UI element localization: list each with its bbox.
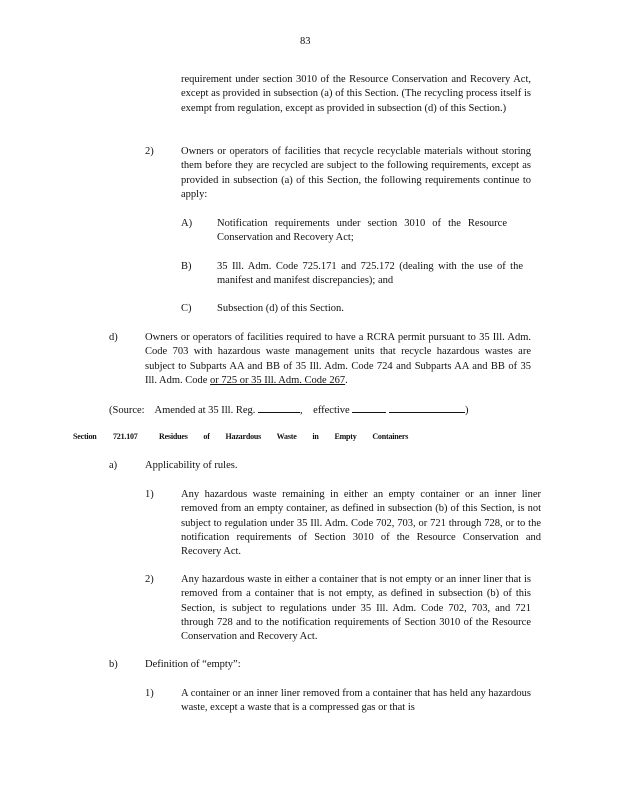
item-b1-label: 1) [145, 688, 154, 699]
item-2c-label: C) [181, 303, 192, 314]
item-a2-label: 2) [145, 574, 154, 585]
item-d-text-end: . [345, 374, 348, 386]
item-d-label: d) [109, 332, 118, 343]
item-a-title: Applicability of rules. [145, 460, 238, 471]
source-effective: effective [313, 405, 350, 416]
item-d-text-added: or 725 or 35 Ill. Adm. Code 267 [210, 374, 346, 386]
item-2b-text: 35 Ill. Adm. Code 725.171 and 725.172 (dealing with the use of the manifest and manifest discrepancies); and [217, 261, 523, 287]
source-note [109, 402, 468, 418]
register-volume-blank [258, 402, 300, 413]
section-title: Residues of Hazardous Waste in Empty Containers [159, 432, 409, 441]
paragraph-continuation: requirement under section 3010 of the Resource Conservation and Recovery Act, except as provided in subsection (a) of this Section. (The recycling process itself is exempt from regulation, except as provided in subsection (d) of this Section.) [181, 74, 531, 114]
page-number: 83 [300, 36, 311, 47]
item-2a-text: Notification requirements under section 3010 of the Resource Conservation and Recovery Act; [217, 218, 507, 244]
item-2a-label: A) [181, 218, 193, 229]
effective-date-blank-1 [352, 402, 386, 413]
item-a1-label: 1) [145, 489, 154, 500]
item-2-text: Owners or operators of facilities that recycle recyclable materials without storing them before they are recycled are subject to the following requirements, except as provided in subsection (a) of this Section, the following requirements continue to apply: [181, 146, 531, 200]
source-amended: Amended at 35 Ill. Reg. [154, 405, 256, 416]
source-comma: , [300, 405, 303, 416]
effective-date-blank-2 [389, 402, 465, 413]
item-2b-label: B) [181, 261, 192, 272]
source-prefix: (Source: [109, 405, 145, 416]
source-close: ) [464, 405, 469, 416]
item-b1-text: A container or an inner liner removed from a container that has held any hazardous waste, except a waste that is a compressed gas or that is [181, 688, 531, 714]
item-2-label: 2) [145, 146, 154, 157]
section-number: 721.107 [113, 432, 138, 441]
item-d-text-main: Owners or operators of facilities required to have a RCRA permit pursuant to 35 Ill. Adm. Code 703 with hazardous waste management units that recycle hazardous wastes are subject to Subparts AA and BB of 35 Ill. Adm. Code 724 and Subparts AA and BB of 35 Ill. Adm. Code [145, 332, 531, 386]
item-d-text [145, 331, 531, 388]
item-a2-text: Any hazardous waste in either a container that is not empty or an inner liner that is removed from a container that is not empty, as defined in subsection (b) of this Section, is subject to regulations under 35 Ill. Adm. Code 702, 703, and 721 through 728 and to the notification requirements of Section 3010 of the Resource Conservation and Recovery Act. [181, 574, 531, 643]
item-b-title: Definition of “empty”: [145, 659, 241, 670]
item-a1-text: Any hazardous waste remaining in either an empty container or an inner liner removed from an empty container, as defined in subsection (b) of this Section, is not subject to regulation under 35 Ill. Adm. Code 702, 703, or 721 through 728, or to the notification requirements of Section 3010 of the Resource Conservation and Recovery Act. [181, 489, 541, 558]
item-a-label: a) [109, 460, 118, 471]
section-word: Section [73, 432, 97, 441]
item-2c-text: Subsection (d) of this Section. [217, 303, 344, 314]
item-b-label: b) [109, 659, 118, 670]
